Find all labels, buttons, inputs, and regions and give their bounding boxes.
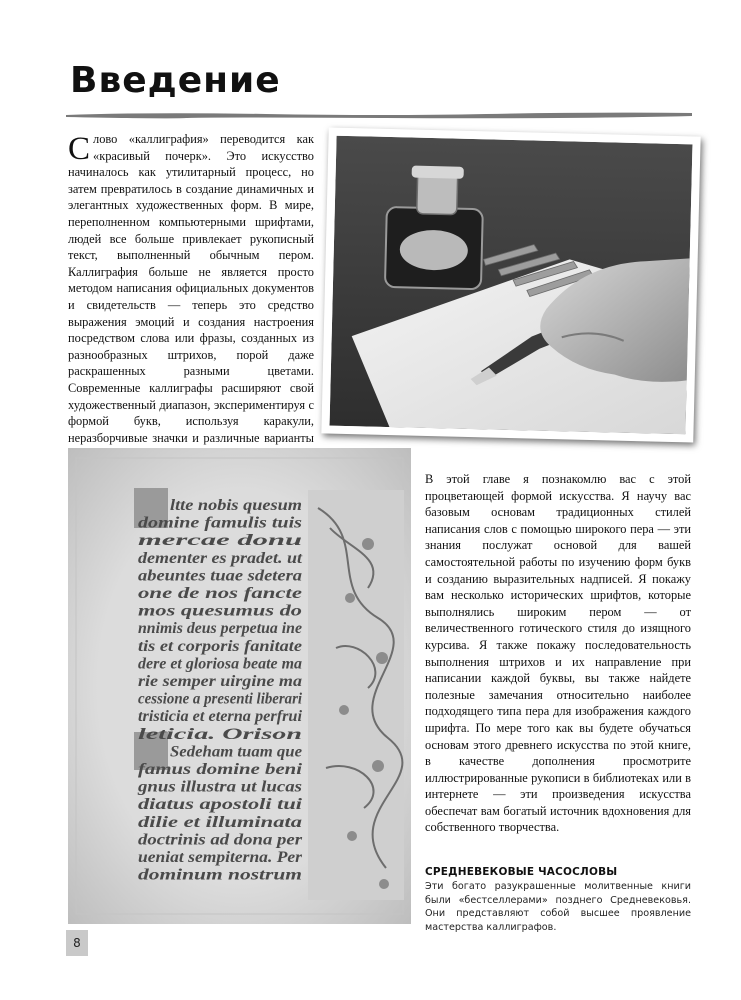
intro-text: лово «каллиграфия» переводится как «красивый почерк». Это искусство начиналось как утилитарный процесс, но затем превратилось в создание динамичных и элегантных художественных форм. В мире, переполненном компьютерными шрифтами, людей все больше привлекает рукописный текст, выполненный обычным пером. Каллиграфия больше не является просто методом написания официальных документов и свидетельств — теперь это средство выражения эмоций и создания настроения посредством слова или фразы, созданных из разнообразных штрихов, порой даже раскрашенных разными цветами. Современные каллиграфы расширяют свой художественный диапазон, экспериментируя с формой букв, используя каракули, неразборчивые значки и различные варианты	[68, 132, 314, 445]
manuscript-script-line: dementer es pradet. ut	[138, 549, 303, 567]
manuscript-script-line: domine famulis tuis	[138, 514, 302, 532]
manuscript-script-line: tis et corporis fanitate	[138, 637, 302, 655]
manuscript-image-book-of-hours	[68, 448, 411, 924]
manuscript-script-line: dominum nostrum	[138, 866, 302, 884]
manuscript-script-line: gnus illustra ut lucas	[136, 778, 302, 796]
manuscript-script-line: ueniat sempiterna. Per	[138, 849, 303, 866]
manuscript-script-line: dere et gloriosa beate ma	[138, 655, 302, 673]
chapter-title: Введение	[70, 60, 281, 101]
manuscript-script-line: abeuntes tuae sdetera	[138, 567, 302, 585]
manuscript-script-line: diatus apostoli tui	[138, 796, 303, 814]
manuscript-script-line: rie semper uirgine ma	[138, 673, 302, 690]
manuscript-script-line: mos quesumus do	[138, 602, 302, 620]
page-number: 8	[66, 930, 88, 956]
manuscript-script-line: ltte nobis quesum	[170, 497, 302, 514]
manuscript-script-line: mercae donu	[138, 532, 303, 550]
manuscript-script-line: dilie et illuminata	[138, 813, 302, 831]
manuscript-script-line: one de nos fancte	[138, 585, 302, 602]
photo-calligraphy-pen-and-ink	[321, 128, 700, 443]
caption-text: Эти богато разукрашенные молитвенные книги были «бестселлерами» позднего Средневековья. Они представляют собой высшее проявление мастерства каллиграфов.	[425, 881, 691, 933]
intro-paragraph	[68, 131, 314, 496]
manuscript-script-line: Sedeham tuam que	[170, 743, 302, 761]
caption-title: СРЕДНЕВЕКОВЫЕ ЧАСОСЛОВЫ	[425, 866, 618, 878]
manuscript-script-line: cessione a presenti liberari	[138, 690, 303, 708]
manuscript-script-line: famus domine beni	[138, 761, 303, 778]
manuscript-script-line: leticia. Orison	[138, 725, 303, 743]
title-underline-brush	[66, 111, 692, 120]
manuscript-script-line: tristicia et eterna perfrui	[138, 708, 303, 726]
manuscript-script-line: doctrinis ad dona per	[138, 831, 303, 849]
drop-cap: С	[68, 131, 91, 167]
body-paragraph: В этой главе я познакомлю вас с этой процветающей формой искусства. Я научу вас базовым основам традиционных стилей написания слов с помощью широкого пера — эти знания послужат основой для вашей самостоятельной работы по изучению форм букв и созданию выразительных надписей. Я покажу вам несколько исторических шрифтов, которые выполнялись широким пером — от величественного готического стиля до изящного курсива. Я также покажу последовательность выполнения штрихов и их направление при написании каждой буквы, вы также найдете полезные замечания относительно наиболее подходящего типа пера для изображения каждого шрифта. По мере того как вы будете обучаться основам этого древнего искусства по этой книге, в качестве дополнения просмотрите иллюстрированные рукописи в библиотеках или в интернете — эти произведения искусства обеспечат вам богатый источник вдохновения для собственного творчества.	[425, 472, 691, 835]
manuscript-script-line: nnimis deus perpetua ine	[138, 620, 302, 638]
